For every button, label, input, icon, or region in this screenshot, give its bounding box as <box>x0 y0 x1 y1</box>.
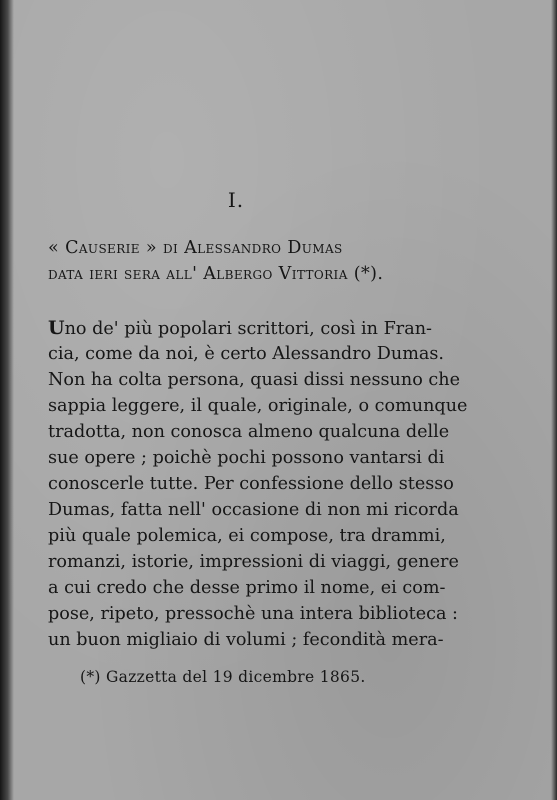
body-line-2: cia, come da noi, è certo Alessandro Dumas. <box>48 344 445 364</box>
page-edge-shadow-left <box>0 0 14 800</box>
body-line-3: Non ha colta persona, quasi dissi nessuno che <box>48 370 461 390</box>
chapter-number: I. <box>227 188 245 212</box>
body-line-6: sue opere ; poichè pochi possono vantarsi di <box>48 448 445 468</box>
body-line-12: pose, ripeto, pressochè una intera biblioteca : <box>48 604 458 624</box>
body-line-1 <box>48 316 432 341</box>
body-line-4: sappia leggere, il quale, originale, o comunque <box>48 396 468 416</box>
body-line-1-text: no de' più popolari scrittori, così in Fran- <box>64 319 432 339</box>
body-line-10: romanzi, istorie, impressioni di viaggi, genere <box>48 552 459 572</box>
drop-cap: U <box>48 317 65 339</box>
body-line-7: conoscerle tutte. Per confessione dello stesso <box>48 474 454 494</box>
page-edge-shadow-right <box>551 0 557 800</box>
body-line-5: tradotta, non conosca almeno qualcuna delle <box>48 422 450 442</box>
body-line-8: Dumas, fatta nell' occasione di non mi ricorda <box>48 500 459 520</box>
body-line-9: più quale polemica, ei compose, tra drammi, <box>48 526 446 546</box>
chapter-heading-line-1: « Causerie » di Alessandro Dumas <box>48 238 343 258</box>
body-line-13: un buon migliaio di volumi ; fecondità mera- <box>48 630 444 650</box>
footnote: (*) Gazzetta del 19 dicembre 1865. <box>80 668 366 686</box>
chapter-heading-line-2: data ieri sera all' Albergo Vittoria (*). <box>48 264 384 284</box>
body-line-11: a cui credo che desse primo il nome, ei com- <box>48 578 446 598</box>
